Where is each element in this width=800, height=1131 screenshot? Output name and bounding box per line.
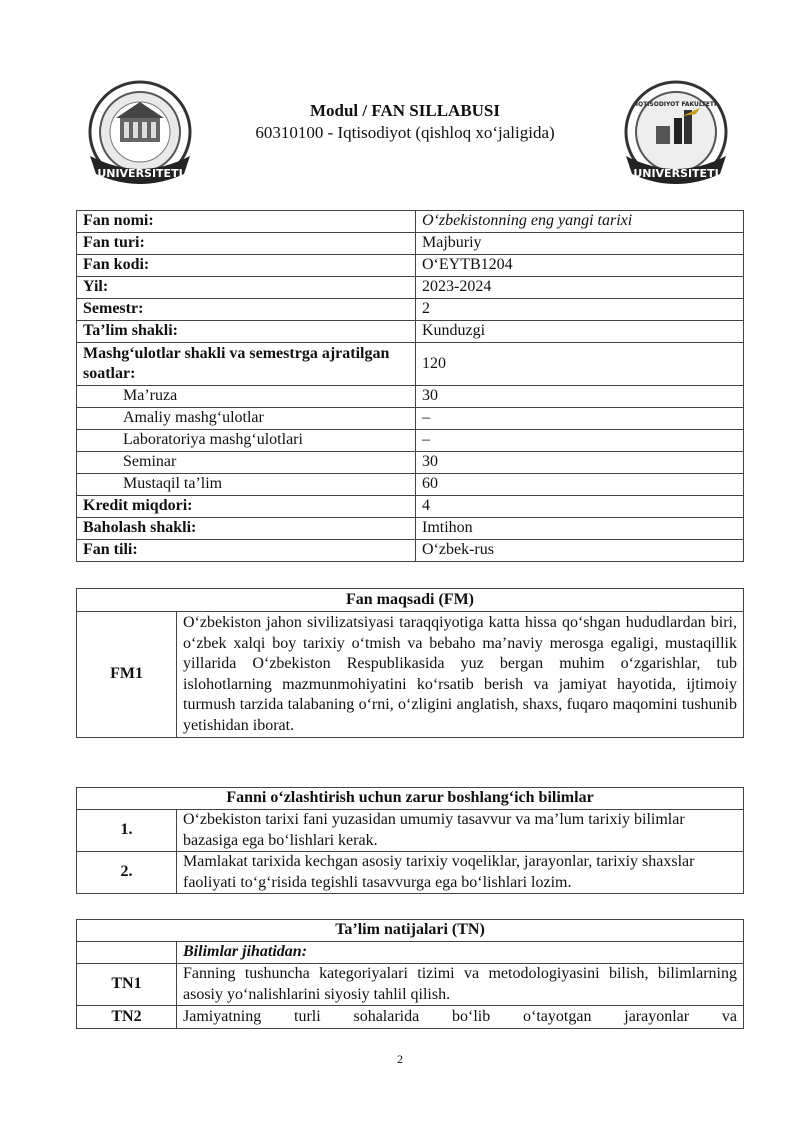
table-row — [77, 299, 744, 321]
course-info-table — [76, 210, 744, 562]
info-label-seminar: Seminar — [77, 452, 416, 474]
outcomes-empty-cell — [77, 942, 177, 964]
document-header — [190, 100, 620, 144]
info-label-baholash: Baholash shakli: — [77, 518, 416, 540]
table-row — [77, 211, 744, 233]
outcome-code: TN2 — [77, 1006, 177, 1029]
prereq-num: 1. — [77, 810, 177, 852]
prereq-text: Mamlakat tarixida kechgan asosiy tarixiy voqeliklar, jarayonlar, tarixiy shaxslar faoliyati to‘g‘risida tegishli tasavvurga ega bo‘lishlari lozim. — [177, 852, 744, 894]
info-value-fan-tili: O‘zbek-rus — [416, 540, 744, 562]
info-value-kredit: 4 — [416, 496, 744, 518]
document-subtitle: 60310100 - Iqtisodiyot (qishloq xo‘jaligida) — [255, 123, 555, 142]
table-row — [77, 920, 744, 942]
table-row — [77, 964, 744, 1006]
table-row — [77, 496, 744, 518]
info-value-seminar: 30 — [416, 452, 744, 474]
table-row — [77, 474, 744, 496]
info-value-talim-shakli: Kunduzgi — [416, 321, 744, 343]
info-label-semestr: Semestr: — [77, 299, 416, 321]
info-label-talim-shakli: Ta’lim shakli: — [77, 321, 416, 343]
outcome-text: Jamiyatning turli sohalarida bo‘lib o‘tayotgan jarayonlar va — [177, 1006, 744, 1029]
university-seal-left-logo — [84, 78, 196, 190]
table-row — [77, 1006, 744, 1029]
table-row — [77, 810, 744, 852]
info-label-soatlar: Mashg‘ulotlar shakli va semestrga ajratilgan soatlar: — [77, 343, 416, 386]
info-label-laboratoriya: Laboratoriya mashg‘ulotlari — [77, 430, 416, 452]
table-row — [77, 386, 744, 408]
info-value-semestr: 2 — [416, 299, 744, 321]
info-label-yil: Yil: — [77, 277, 416, 299]
outcome-code: TN1 — [77, 964, 177, 1006]
info-value-fan-kodi: O‘EYTB1204 — [416, 255, 744, 277]
info-label-maruza: Ma’ruza — [77, 386, 416, 408]
table-row — [77, 942, 744, 964]
table-row — [77, 852, 744, 894]
goal-header: Fan maqsadi (FM) — [77, 589, 744, 612]
prereq-text: O‘zbekiston tarixi fani yuzasidan umumiy tasavvur va ma’lum tarixiy bilimlar bazasiga ega bo‘lishlari kerak. — [177, 810, 744, 852]
outcomes-header: Ta’lim natijalari (TN) — [77, 920, 744, 942]
prereq-header: Fanni o‘zlashtirish uchun zarur boshlang‘ich bilimlar — [77, 788, 744, 810]
info-label-fan-kodi: Fan kodi: — [77, 255, 416, 277]
outcome-text: Fanning tushuncha kategoriyalari tizimi va metodologiyasini bilish, bilimlarning asosiy yo‘nalishlarini siyosiy tahlil qilish. — [177, 964, 744, 1006]
info-value-yil: 2023-2024 — [416, 277, 744, 299]
info-label-fan-turi: Fan turi: — [77, 233, 416, 255]
page-number: 2 — [397, 1052, 403, 1066]
prerequisites-table — [76, 787, 744, 894]
svg-text:IQTISODIYOT FAKULTETI: IQTISODIYOT FAKULTETI — [635, 101, 717, 108]
table-row — [77, 277, 744, 299]
info-value-laboratoriya: – — [416, 430, 744, 452]
goal-code: FM1 — [77, 612, 177, 738]
table-row — [77, 518, 744, 540]
table-row — [77, 452, 744, 474]
table-row — [77, 540, 744, 562]
prereq-num: 2. — [77, 852, 177, 894]
info-label-fan-nomi: Fan nomi: — [77, 211, 416, 233]
info-label-kredit: Kredit miqdori: — [77, 496, 416, 518]
info-value-soatlar: 120 — [416, 343, 744, 386]
goal-text: O‘zbekiston jahon sivilizatsiyasi taraqqiyotiga katta hissa qo‘shgan hududlardan biri, o‘zbek xalqi boy tarixiy o‘tmish va bebaho ma’naviy merosga egaligi, mustaqillik yillarida O‘zbekiston Respublikasida yuz bergan muhim o‘zgarishlar, tub islohotlarning mazmunmohiyatini ko‘rsatib berish va jamiyat hayotida, ijtimoiy turmush tarzida talabaning o‘rni, o‘zligini anglatish, shaxs, fuqaro maqomini tushunib yetishidan iborat. — [177, 612, 744, 738]
faculty-seal-right-logo — [620, 78, 732, 190]
table-row — [77, 343, 744, 386]
info-value-maruza: 30 — [416, 386, 744, 408]
info-label-amaliy: Amaliy mashg‘ulotlar — [77, 408, 416, 430]
table-row — [77, 233, 744, 255]
table-row — [77, 321, 744, 343]
svg-text:UNIVERSITETI: UNIVERSITETI — [97, 167, 183, 180]
table-row — [77, 788, 744, 810]
outcomes-subheader: Bilimlar jihatidan: — [177, 942, 744, 964]
table-row — [77, 430, 744, 452]
table-row — [77, 408, 744, 430]
table-row — [77, 589, 744, 612]
svg-text:UNIVERSITETI: UNIVERSITETI — [633, 167, 719, 180]
learning-outcomes-table — [76, 919, 744, 1029]
info-label-mustaqil: Mustaqil ta’lim — [77, 474, 416, 496]
info-value-mustaqil: 60 — [416, 474, 744, 496]
table-row — [77, 255, 744, 277]
info-value-fan-turi: Majburiy — [416, 233, 744, 255]
document-title: Modul / FAN SILLABUSI — [309, 101, 501, 120]
info-value-fan-nomi: O‘zbekistonning eng yangi tarixi — [416, 211, 744, 233]
info-value-amaliy: – — [416, 408, 744, 430]
course-goal-table — [76, 588, 744, 738]
info-value-baholash: Imtihon — [416, 518, 744, 540]
info-label-fan-tili: Fan tili: — [77, 540, 416, 562]
table-row — [77, 612, 744, 738]
